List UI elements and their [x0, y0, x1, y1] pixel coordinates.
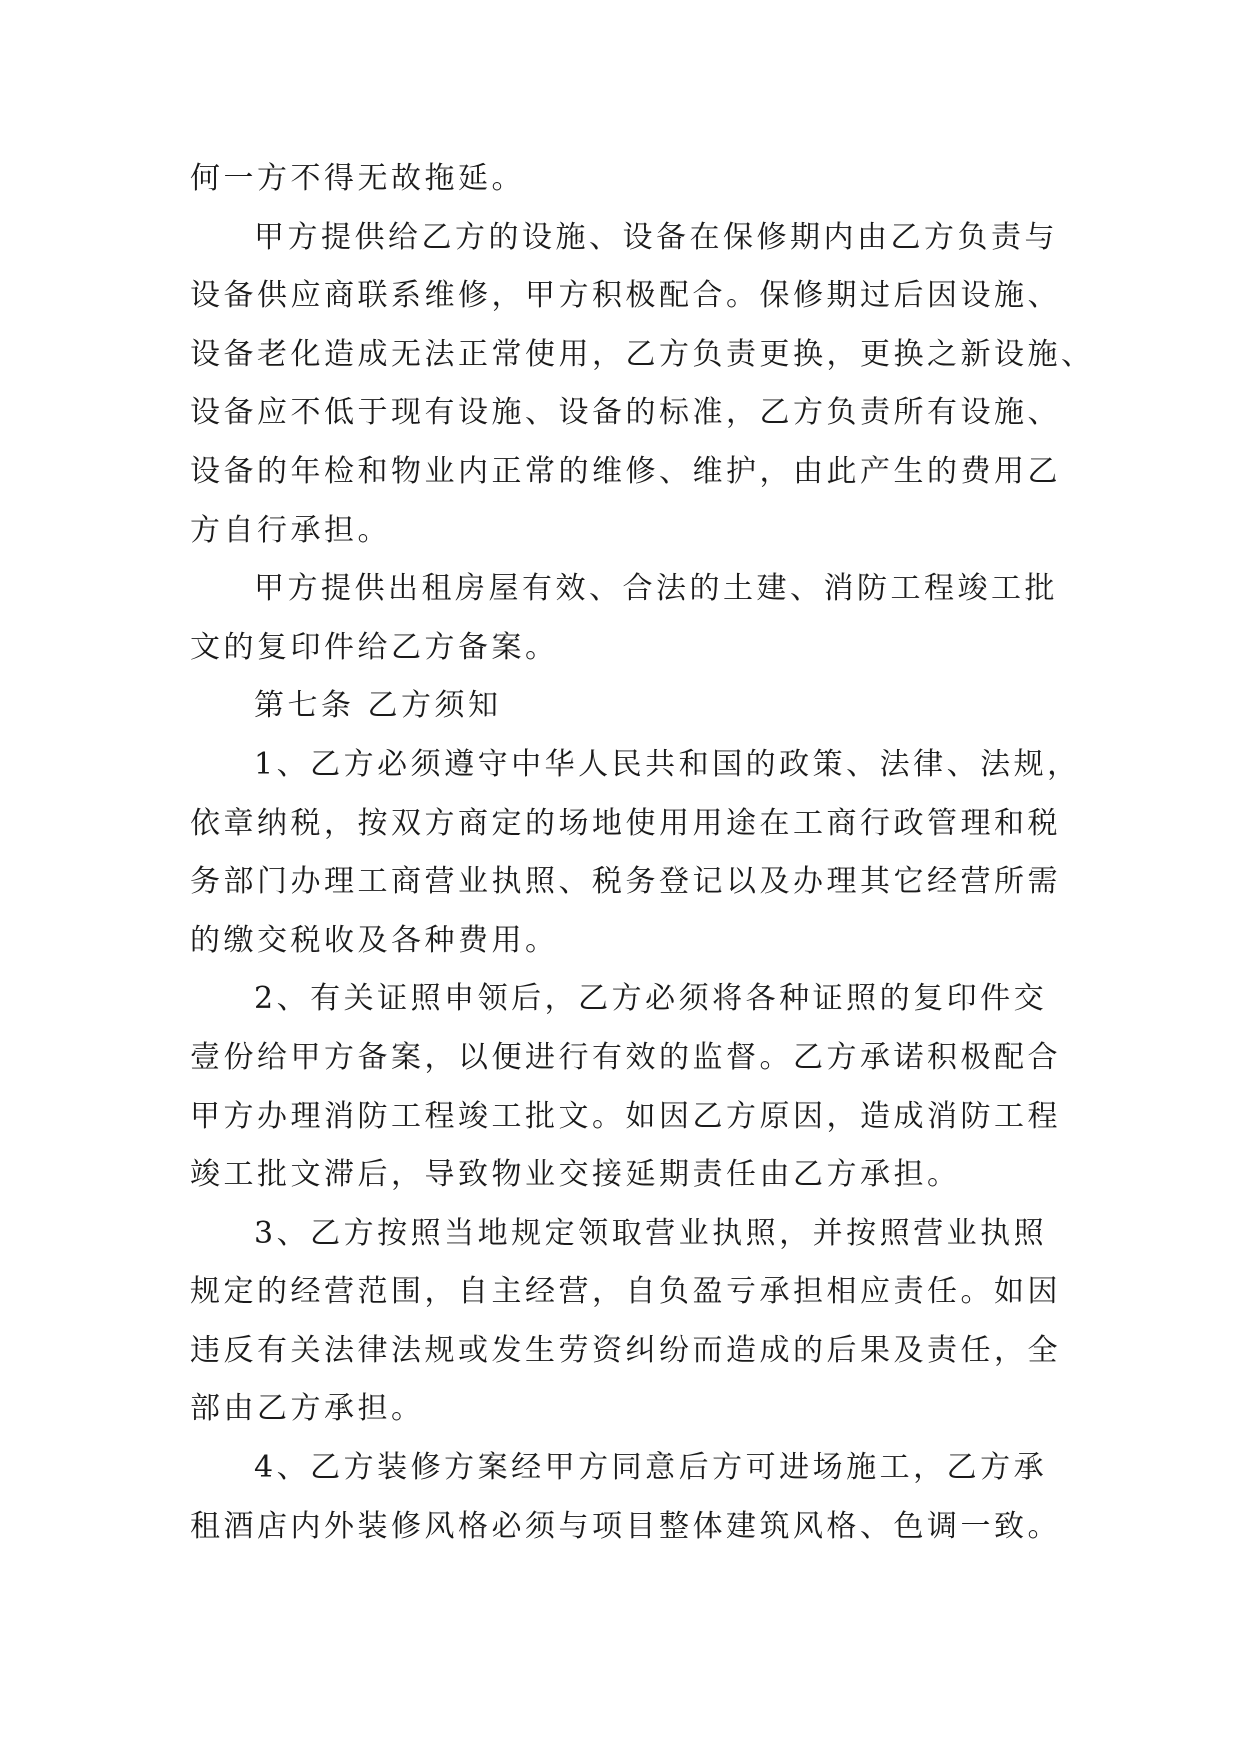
text-line: 甲方办理消防工程竣工批文。如因乙方原因，造成消防工程: [190, 1098, 1061, 1134]
text-line: 的缴交税收及各种费用。: [190, 922, 559, 958]
text-line: 违反有关法律法规或发生劳资纠纷而造成的后果及责任，全: [190, 1332, 1061, 1368]
text-line: 何一方不得无故拖延。: [190, 161, 525, 196]
text-line: 务部门办理工商营业执照、税务登记以及办理其它经营所需: [190, 864, 1061, 900]
text-line: 甲方提供给乙方的设施、设备在保修期内由乙方负责与: [254, 219, 1058, 255]
paragraph-approval-copies: [190, 560, 1070, 677]
text-line: 文的复印件给乙方备案。: [190, 629, 559, 665]
text-line: 依章纳税，按双方商定的场地使用用途在工商行政管理和税: [190, 805, 1061, 841]
text-line: 设备供应商联系维修，甲方积极配合。保修期过后因设施、: [190, 278, 1061, 314]
paragraph-item-2: [190, 970, 1070, 1204]
paragraph-item-3: [190, 1205, 1070, 1439]
paragraph-continuation: [190, 150, 1070, 209]
text-line: 竣工批文滞后，导致物业交接延期责任由乙方承担。: [190, 1157, 961, 1193]
section-heading-article-7: [190, 677, 1070, 736]
text-line: 规定的经营范围，自主经营，自负盈亏承担相应责任。如因: [190, 1274, 1061, 1310]
section-heading: 第七条 乙方须知: [254, 688, 502, 724]
document-body: [190, 150, 1095, 1556]
text-line: 3、乙方按照当地规定领取营业执照，并按照营业执照: [254, 1215, 1048, 1251]
text-line: 甲方提供出租房屋有效、合法的土建、消防工程竣工批: [254, 571, 1058, 607]
paragraph-facility-maintenance: [190, 209, 1095, 561]
paragraph-item-4: [190, 1439, 1070, 1556]
text-line: 1、乙方必须遵守中华人民共和国的政策、法律、法规，: [254, 746, 1081, 782]
text-line: 设备的年检和物业内正常的维修、维护，由此产生的费用乙: [190, 453, 1061, 489]
text-line: 设备老化造成无法正常使用，乙方负责更换，更换之新设施、: [190, 336, 1095, 372]
text-line: 设备应不低于现有设施、设备的标准，乙方负责所有设施、: [190, 395, 1061, 431]
text-line: 租酒店内外装修风格必须与项目整体建筑风格、色调一致。: [190, 1508, 1061, 1544]
text-line: 壹份给甲方备案，以便进行有效的监督。乙方承诺积极配合: [190, 1039, 1061, 1075]
text-line: 方自行承担。: [190, 512, 391, 548]
paragraph-item-1: [190, 736, 1081, 970]
text-line: 2、有关证照申领后，乙方必须将各种证照的复印件交: [254, 981, 1048, 1017]
text-line: 4、乙方装修方案经甲方同意后方可进场施工，乙方承: [254, 1450, 1048, 1486]
text-line: 部由乙方承担。: [190, 1391, 425, 1427]
